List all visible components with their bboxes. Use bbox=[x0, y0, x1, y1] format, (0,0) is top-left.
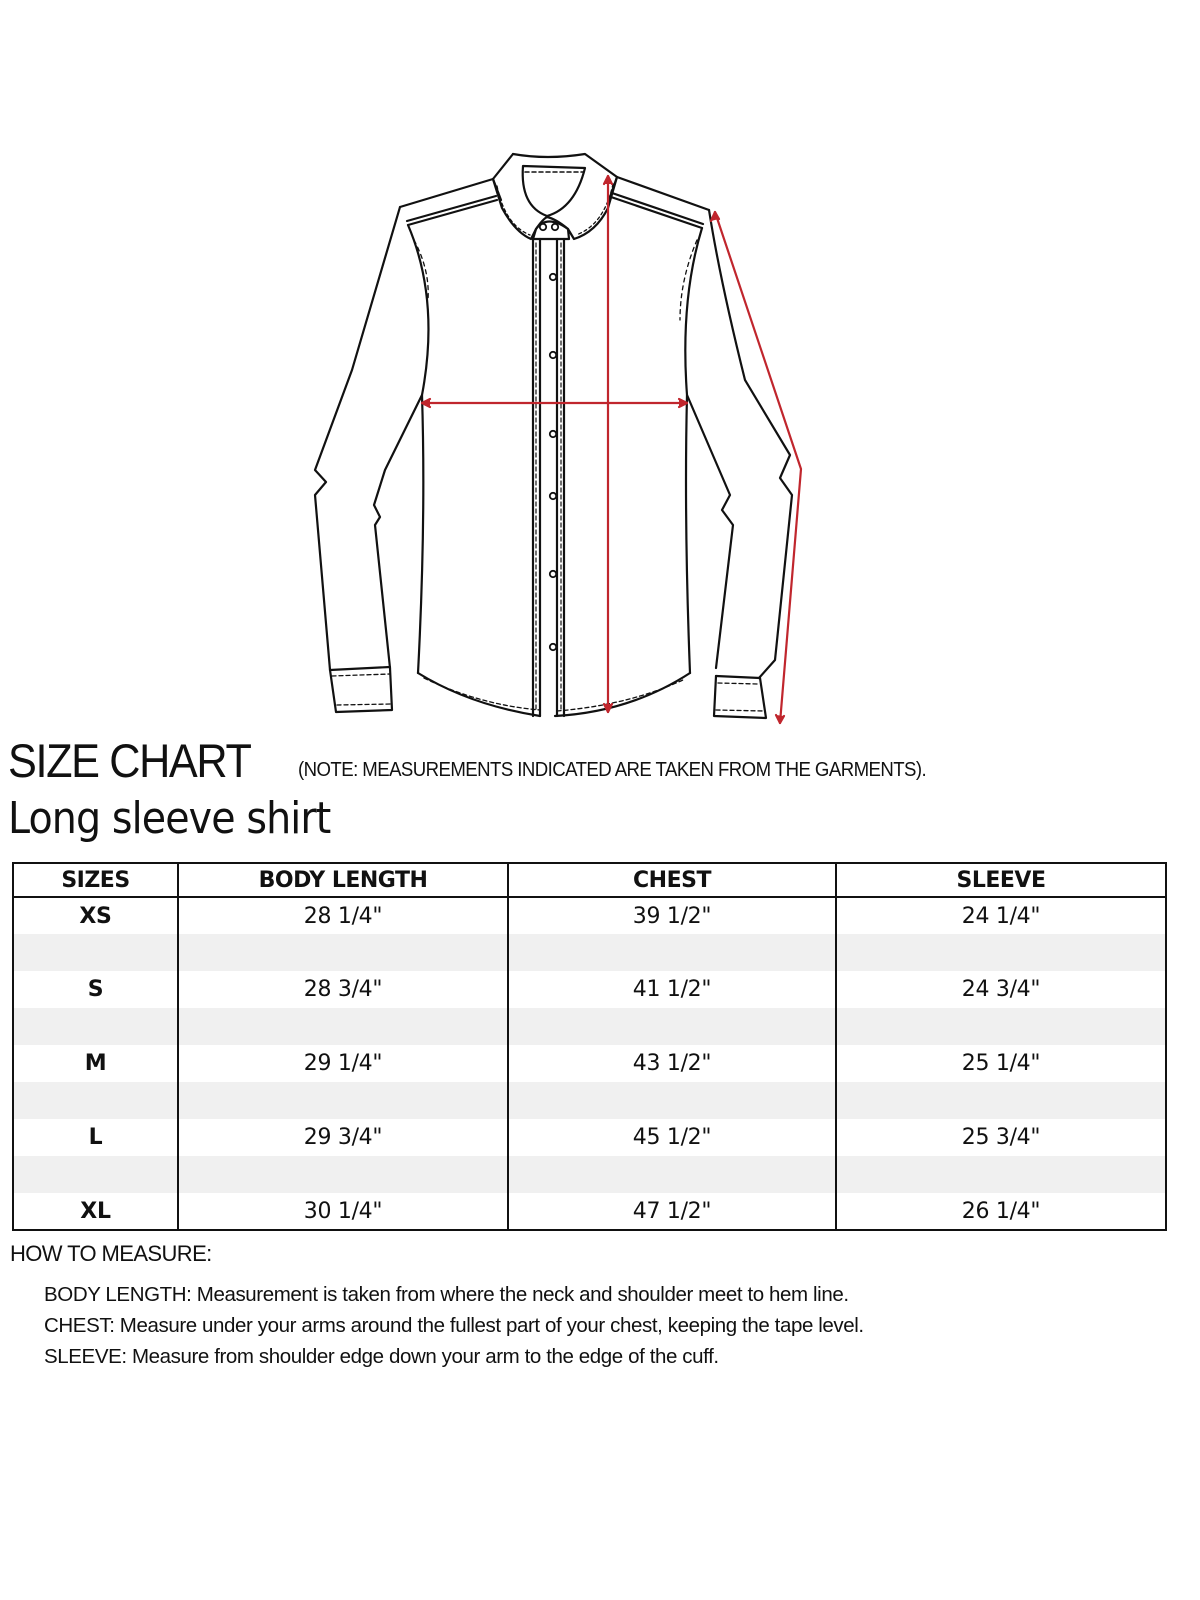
chest-instruction: CHEST: Measure under your arms around the fullest part of your chest, keeping the tape level. bbox=[44, 1314, 864, 1337]
body-length-cell: 29 1/4" bbox=[178, 1045, 508, 1082]
table-row bbox=[13, 1119, 1166, 1156]
spacer-cell bbox=[836, 1156, 1166, 1193]
spacer-cell bbox=[178, 1156, 508, 1193]
size-cell: M bbox=[13, 1045, 178, 1082]
column-header-chest: CHEST bbox=[508, 863, 836, 897]
sleeve-cell: 25 3/4" bbox=[836, 1119, 1166, 1156]
measurement-note: (NOTE: MEASUREMENTS INDICATED ARE TAKEN FROM THE GARMENTS). bbox=[298, 759, 927, 781]
spacer-cell bbox=[13, 1156, 178, 1193]
chest-cell: 39 1/2" bbox=[508, 897, 836, 934]
sleeve-cell: 24 3/4" bbox=[836, 971, 1166, 1008]
spacer-cell bbox=[178, 934, 508, 971]
spacer-cell bbox=[836, 1082, 1166, 1119]
table-spacer-row bbox=[13, 1156, 1166, 1193]
column-header-sleeve: SLEEVE bbox=[836, 863, 1166, 897]
spacer-cell bbox=[508, 934, 836, 971]
size-table bbox=[12, 862, 1167, 1231]
table-row bbox=[13, 897, 1166, 934]
size-cell: S bbox=[13, 971, 178, 1008]
shirt-sketch-icon bbox=[0, 0, 1200, 740]
spacer-cell bbox=[508, 1082, 836, 1119]
sleeve-cell: 24 1/4" bbox=[836, 897, 1166, 934]
chest-cell: 41 1/2" bbox=[508, 971, 836, 1008]
spacer-cell bbox=[508, 1156, 836, 1193]
spacer-cell bbox=[508, 1008, 836, 1045]
body-length-cell: 28 1/4" bbox=[178, 897, 508, 934]
sleeve-instruction: SLEEVE: Measure from shoulder edge down your arm to the edge of the cuff. bbox=[44, 1345, 719, 1368]
table-spacer-row bbox=[13, 934, 1166, 971]
size-chart-title: SIZE CHART bbox=[8, 734, 251, 787]
spacer-cell bbox=[836, 1008, 1166, 1045]
spacer-cell bbox=[13, 1082, 178, 1119]
table-spacer-row bbox=[13, 1082, 1166, 1119]
sleeve-cell: 26 1/4" bbox=[836, 1193, 1166, 1230]
column-header-sizes: SIZES bbox=[13, 863, 178, 897]
measure-lines bbox=[422, 176, 801, 723]
spacer-cell bbox=[178, 1082, 508, 1119]
table-row bbox=[13, 1193, 1166, 1230]
table-spacer-row bbox=[13, 1008, 1166, 1045]
chest-cell: 47 1/2" bbox=[508, 1193, 836, 1230]
shirt-illustration bbox=[0, 0, 1200, 740]
spacer-cell bbox=[836, 934, 1166, 971]
body-length-cell: 30 1/4" bbox=[178, 1193, 508, 1230]
spacer-cell bbox=[13, 934, 178, 971]
size-cell: XL bbox=[13, 1193, 178, 1230]
product-subtitle: Long sleeve shirt bbox=[8, 793, 331, 844]
size-cell: L bbox=[13, 1119, 178, 1156]
table-header-row bbox=[13, 863, 1166, 897]
how-to-measure-title: HOW TO MEASURE: bbox=[10, 1241, 212, 1266]
column-header-body-length: BODY LENGTH bbox=[178, 863, 508, 897]
spacer-cell bbox=[178, 1008, 508, 1045]
spacer-cell bbox=[13, 1008, 178, 1045]
body-length-cell: 29 3/4" bbox=[178, 1119, 508, 1156]
table-row bbox=[13, 1045, 1166, 1082]
how-to-measure-list bbox=[44, 1279, 864, 1372]
body-length-cell: 28 3/4" bbox=[178, 971, 508, 1008]
chest-cell: 45 1/2" bbox=[508, 1119, 836, 1156]
sleeve-line bbox=[715, 212, 801, 723]
size-cell: XS bbox=[13, 897, 178, 934]
table-row bbox=[13, 971, 1166, 1008]
chest-cell: 43 1/2" bbox=[508, 1045, 836, 1082]
body-length-instruction: BODY LENGTH: Measurement is taken from where the neck and shoulder meet to hem line. bbox=[44, 1283, 849, 1306]
sleeve-cell: 25 1/4" bbox=[836, 1045, 1166, 1082]
